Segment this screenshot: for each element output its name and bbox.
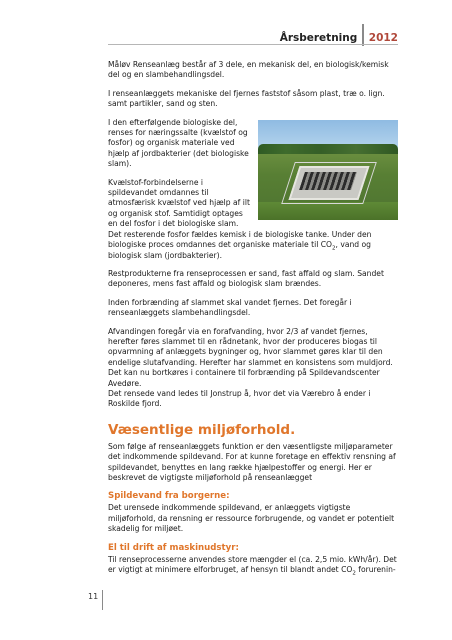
paragraph-residues: Restprodukterne fra renseprocessen er sand, fast affald og slam. Sandet deponeres, mens fast affald og biologisk slam brændes.	[108, 268, 384, 289]
paragraph-outlet: Det rensede vand ledes til Jonstrup å, hvor det via Værebro å ender i Roskilde fjord.	[108, 388, 371, 409]
paragraph-dewatering: Afvandingen foregår via en forafvanding, hvor 2/3 af vandet fjernes, herefter føres slammet til en rådnetank, hvor der produceres biogas til opvarmning af anlæggets bygninger og, hvor slammet gøres klar til den endelige slutafvanding. Herefter har slammet en konsistens som muldjord. Det kan nu bortkøres i containere til forbrænding på Spildevandscenter Avedøre.	[108, 326, 393, 388]
paragraph-incineration: Inden forbrænding af slammet skal vandet fjernes. Det foregår i renseanlæggets slambehandlingsdel.	[108, 297, 352, 318]
treatment-plant-photo	[258, 120, 398, 220]
page-body	[108, 60, 398, 583]
section-heading: Væsentlige miljøforhold.	[108, 421, 296, 438]
subheading-electricity: El til drift af maskinudstyr:	[108, 542, 239, 553]
page-footer	[88, 590, 103, 610]
paragraph-mechanical: I renseanlæggets mekaniske del fjernes faststof såsom plast, træ o. lign. samt partikler, sand og sten.	[108, 88, 385, 109]
footer-divider	[102, 590, 103, 610]
page-number: 11	[88, 592, 99, 601]
paragraph-biological: I den efterfølgende biologiske del, renses for næringssalte (kvælstof og fosfor) og organisk materiale ved hjælp af jordbakterier (det biologiske slam).	[108, 117, 249, 169]
paragraph-electricity: Til renseprocesserne anvendes store mængder el (ca. 2,5 mio. kWh/år). Det er vigtigt at minimere elforbruget, af hensyn til blandt andet $CO_2$ forurenin-	[108, 554, 397, 577]
header-rule	[108, 44, 398, 45]
header-title: Årsberetning	[279, 32, 358, 44]
paragraph-environment: Som følge af renseanlæggets funktion er den væsentligste miljøparameter det indkommende spildevand. For at kunne foretage en effektiv rensning af spildevandet, benyttes en lang række hjælpestoffer og energi. Her er beskrevet de vigtigste miljøforhold på renseanlægget	[108, 441, 396, 482]
header-year: 2012	[368, 32, 398, 44]
paragraph-intro: Måløv Renseanlæg består af 3 dele, en mekanisk del, en biologisk/kemisk del og en slambehandlingsdel.	[108, 60, 389, 80]
text-with-photo	[108, 118, 398, 269]
header-divider	[362, 24, 364, 46]
paragraph-nitrogen: Kvælstof-forbindelserne i spildevandet omdannes til atmosfærisk kvælstof ved hjælp af ilt og organisk stof. Samtidigt optages en del fosfor i det biologiske slam. Det resterende fosfor fældes kemisk i de biologiske tanke. Under den biologiske proces omdannes det organiske materiale til $CO_2$, vand og biologisk slam (jordbakterier).	[108, 177, 372, 260]
page-header	[280, 24, 398, 44]
paragraph-wastewater: Det urensede indkommende spildevand, er anlæggets vigtigste miljøforhold, da rensning er ressource forbrugende, og vandet er potentielt skadelig for miljøet.	[108, 503, 395, 534]
subheading-wastewater: Spildevand fra borgerne:	[108, 491, 230, 502]
